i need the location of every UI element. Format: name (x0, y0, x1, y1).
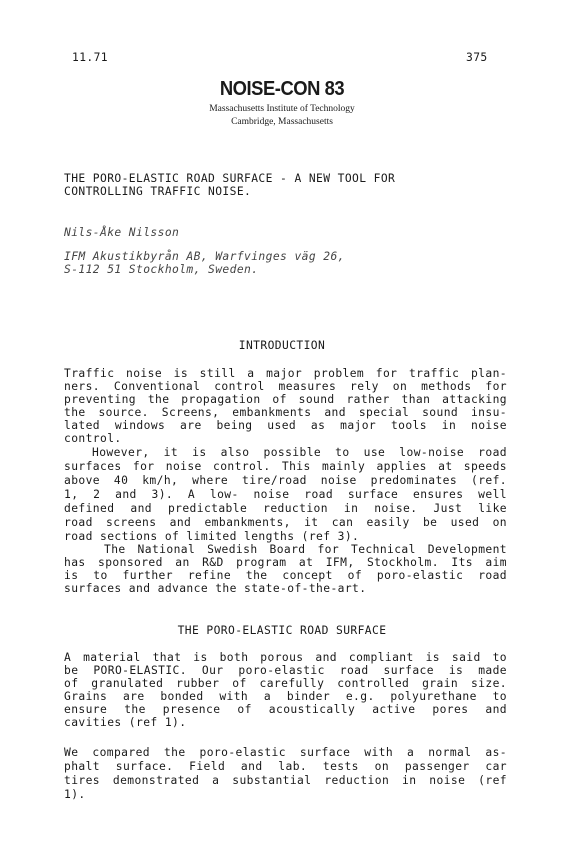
body-text-line: surfaces for noise control. This mainly applies at speeds (64, 460, 507, 473)
paper-title-line: THE PORO-ELASTIC ROAD SURFACE - A NEW TOOL FOR (64, 172, 396, 185)
body-text-line: preventing the propagation of sound rather than attacking (64, 393, 507, 406)
body-text-line: The National Swedish Board for Technical Development (104, 543, 507, 556)
body-text-line: is to further refine the concept of poro-elastic road (64, 569, 507, 582)
section-heading-introduction: INTRODUCTION (238, 339, 326, 352)
paper-affiliation-line: IFM Akustikbyrån AB, Warfvinges väg 26, (64, 250, 345, 263)
body-text-line: lated windows are being used as major tools in noise (64, 419, 507, 432)
body-text-line: the source. Screens, embankments and special sound insu- (64, 406, 507, 419)
conference-title: NOISE-CON 83 (219, 78, 345, 100)
body-text-line: cavities (ref 1). (64, 716, 187, 729)
body-text-line: of granulated rubber of carefully controlled grain size. (64, 677, 507, 690)
body-text-line: 1). (64, 788, 86, 801)
body-text-line: ensure the presence of acoustically active pores and (64, 703, 507, 716)
body-text-line: tires demonstrated a substantial reduction in noise (ref (64, 774, 507, 787)
conference-institution: Massachusetts Institute of Technology (209, 104, 355, 114)
paper-title-line: CONTROLLING TRAFFIC NOISE. (64, 185, 252, 198)
body-text-line: We compared the poro-elastic surface with a normal as- (64, 746, 507, 759)
body-text-line: However, it is also possible to use low-noise road (92, 446, 507, 459)
body-text-line: phalt surface. Field and lab. tests on passenger car (64, 760, 507, 773)
conference-location: Cambridge, Massachusetts (231, 117, 333, 127)
body-text-line: has sponsored an R&D program at IFM, Stockholm. Its aim (64, 556, 507, 569)
body-text-line: defined and predictable reduction in noise. Just like (64, 502, 507, 515)
section-heading-poro-elastic: THE PORO-ELASTIC ROAD SURFACE (177, 624, 387, 637)
body-text-line: surfaces and advance the state-of-the-art. (64, 582, 367, 595)
page-number: 375 (466, 51, 488, 64)
body-text-line: 1, 2 and 3). A low- noise road surface ensures well (64, 488, 507, 501)
body-text-line: Grains are bonded with a binder e.g. polyurethane to (64, 690, 507, 703)
paper-author: Nils-Åke Nilsson (64, 226, 180, 239)
body-text-line: be PORO-ELASTIC. Our poro-elastic road surface is made (64, 664, 507, 677)
body-text-line: control. (64, 432, 122, 445)
body-text-line: above 40 km/h, where tire/road noise predominates (ref. (64, 474, 507, 487)
body-text-line: road screens and embankments, it can easily be used on (64, 516, 507, 529)
page-section-number: 11.71 (72, 51, 109, 64)
body-text-line: Traffic noise is still a major problem for traffic plan- (64, 367, 507, 380)
body-text-line: ners. Conventional control measures rely on methods for (64, 380, 507, 393)
body-text-line: A material that is both porous and compliant is said to (64, 651, 507, 664)
body-text-line: road sections of limited lengths (ref 3). (64, 530, 360, 543)
paper-affiliation-line: S-112 51 Stockholm, Sweden. (64, 263, 259, 276)
